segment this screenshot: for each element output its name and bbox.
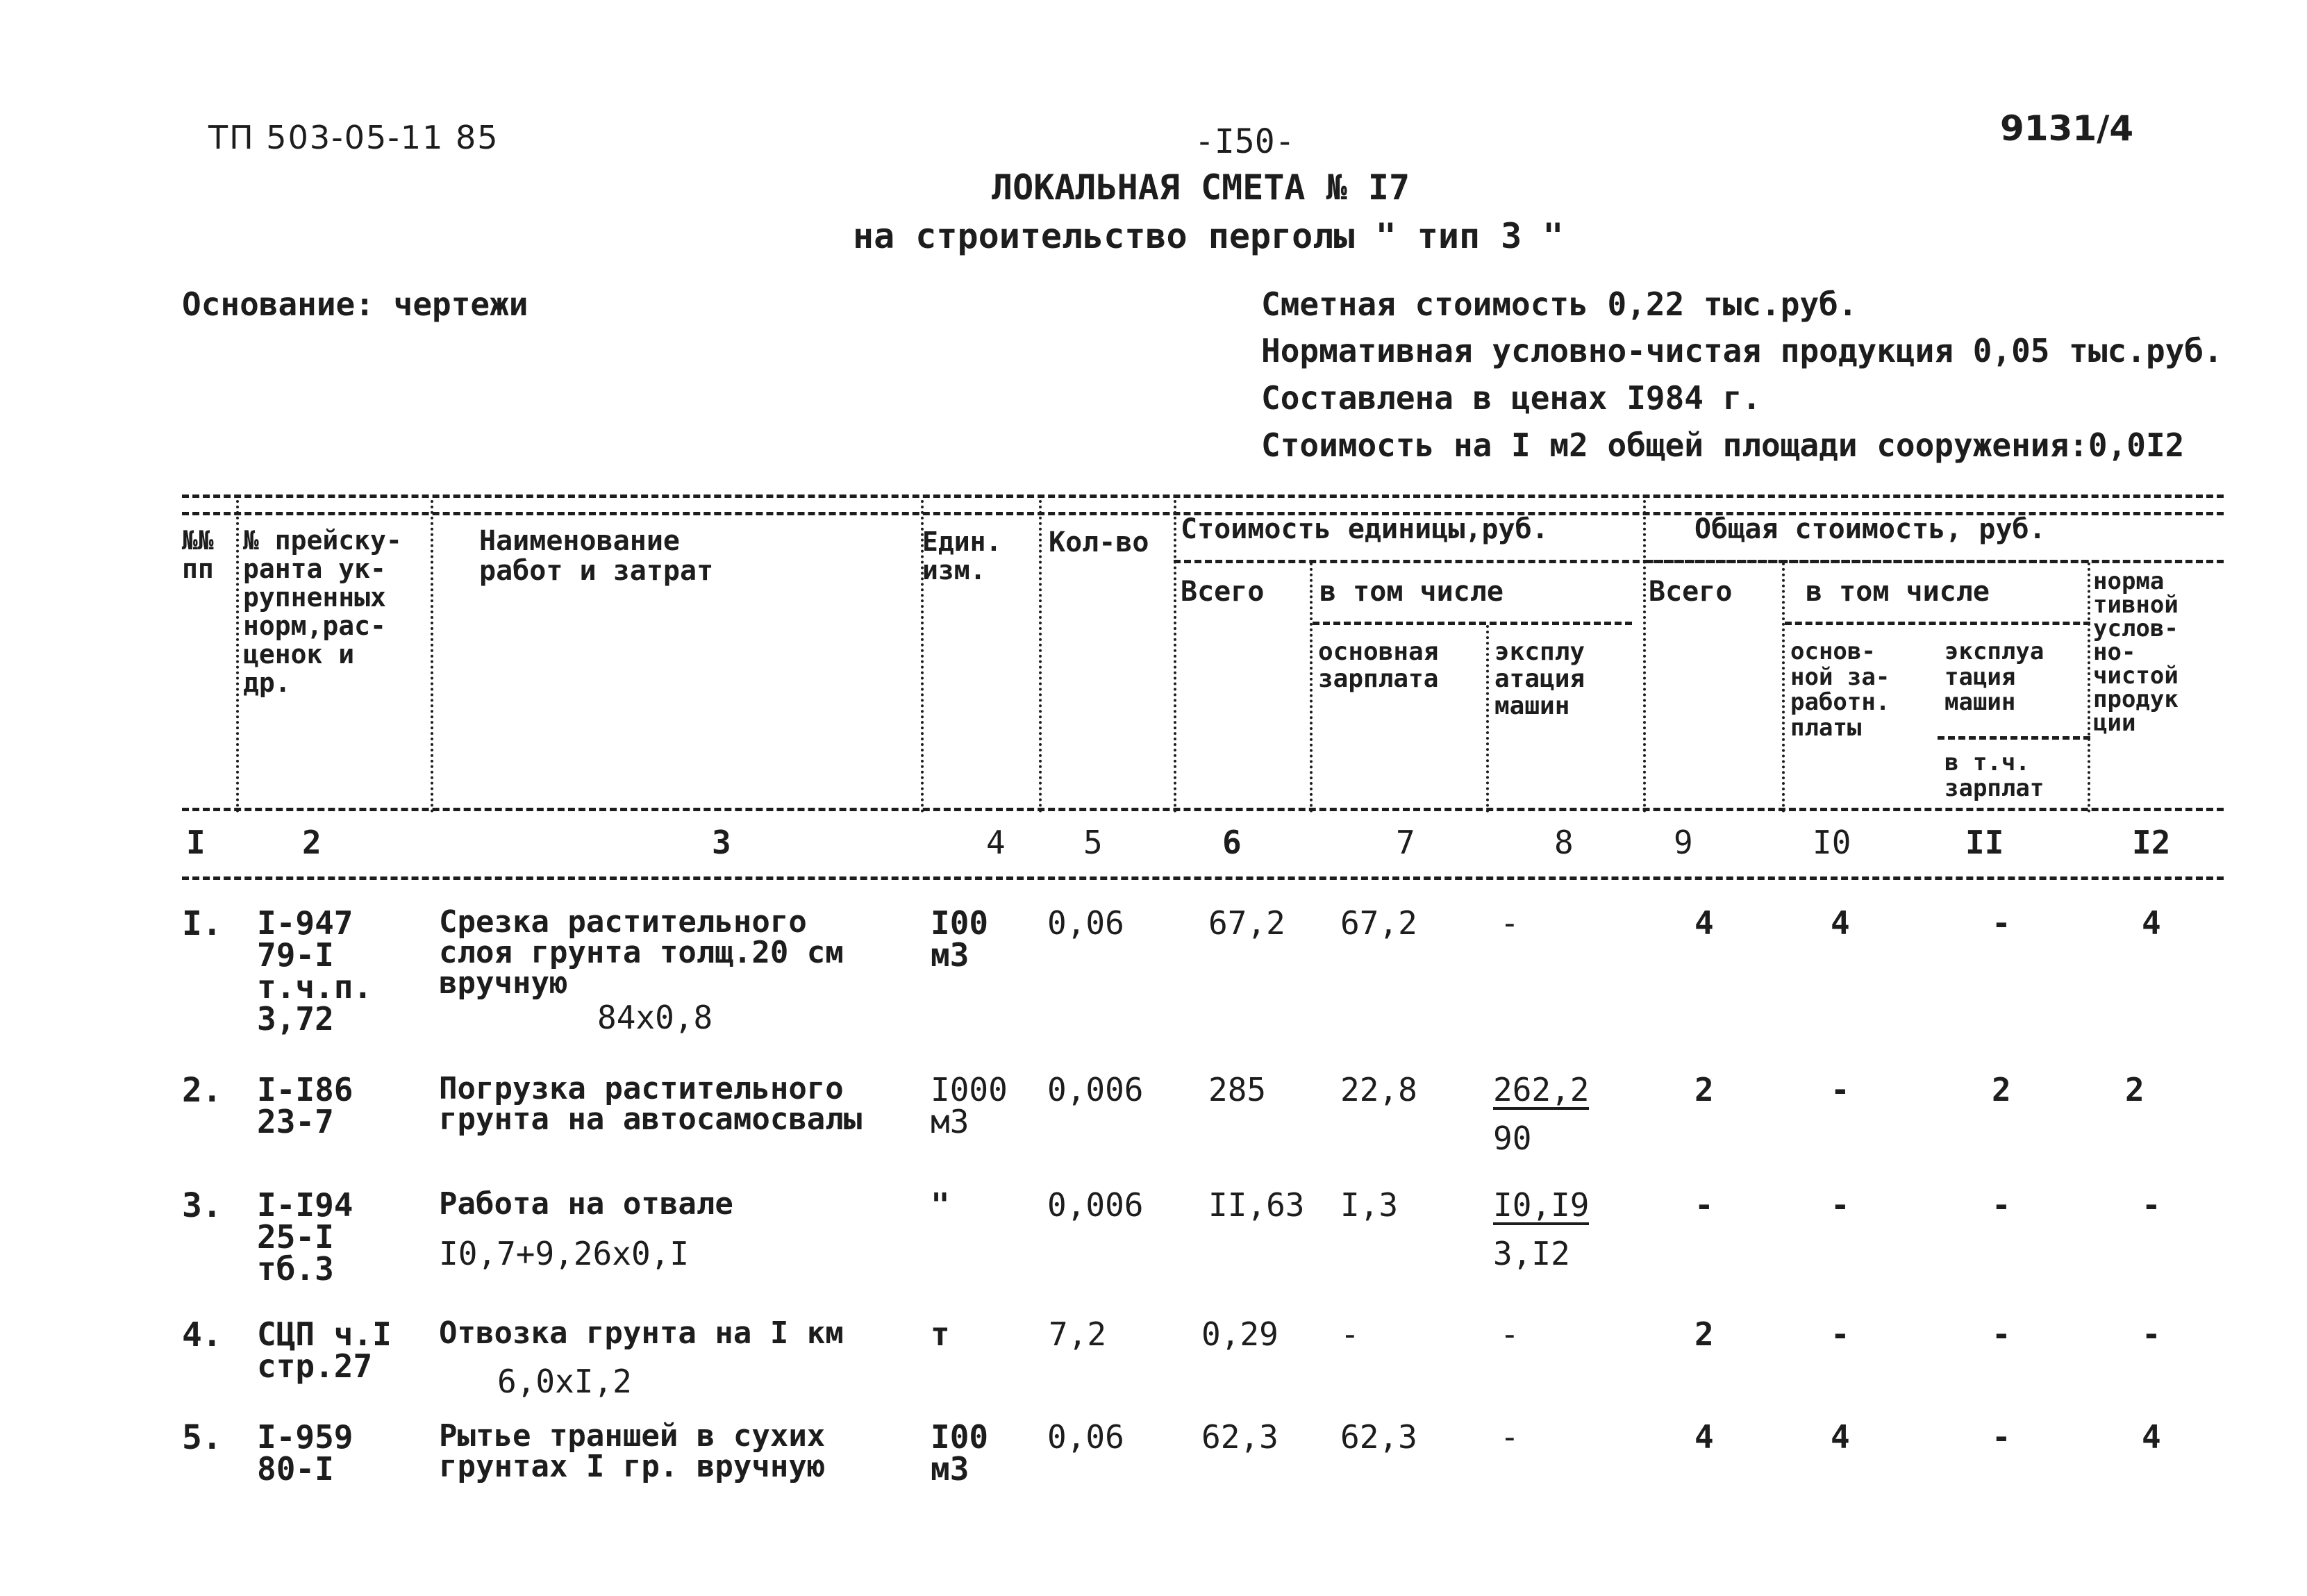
row-price-code: I-959 80-I <box>257 1418 353 1488</box>
estimated-cost: Сметная стоимость 0,22 тыс.руб. <box>1261 285 1858 323</box>
document-code: ТП 503-05-11 85 <box>208 119 499 156</box>
row-unit-total: II,63 <box>1208 1186 1305 1224</box>
row-total-all: 4 <box>1694 904 1714 942</box>
row-normative-product: 4 <box>2142 904 2161 942</box>
row-normative-product: 4 <box>2142 1418 2161 1456</box>
header-unit-machines: эксплу атация машин <box>1494 638 1585 720</box>
row-unit: I00 м3 <box>931 1418 989 1488</box>
row-unit-total: 0,29 <box>1201 1315 1279 1353</box>
row-work-name: Рытье траншей в сухих грунтах I гр. вручную <box>439 1418 826 1484</box>
document-subtitle: на строительство перголы " тип 3 " <box>853 216 1564 256</box>
row-total-all: 2 <box>1694 1071 1714 1108</box>
column-number: 9 <box>1674 824 1693 861</box>
row-total-wages: - <box>1831 1071 1850 1108</box>
row-total-all: 4 <box>1694 1418 1714 1456</box>
row-unit-total: 62,3 <box>1201 1418 1279 1456</box>
column-number: I <box>186 824 206 861</box>
row-total-wages: - <box>1831 1315 1850 1353</box>
row-work-name: Срезка растительного слоя грунта толщ.20 см вручную <box>439 904 844 1001</box>
row-formula: I0,7+9,26х0,I <box>439 1235 690 1272</box>
row-unit-wages: I,3 <box>1340 1186 1399 1224</box>
header-total-cost: Общая стоимость, руб. <box>1694 513 2046 545</box>
row-normative-product: - <box>2142 1315 2161 1353</box>
header-quantity: Кол-во <box>1049 526 1149 558</box>
row-machine-wages: 90 <box>1493 1120 1532 1157</box>
row-total-all: - <box>1694 1186 1714 1224</box>
row-price-code: I-I86 23-7 <box>257 1071 353 1140</box>
row-quantity: 0,06 <box>1047 1418 1124 1456</box>
row-number: 4. <box>182 1315 222 1354</box>
row-unit: I00 м3 <box>931 904 989 974</box>
column-number: II <box>1965 824 2004 861</box>
row-unit: т <box>931 1315 950 1353</box>
row-normative-product: - <box>2142 1186 2161 1224</box>
cost-per-m2: Стоимость на I м2 общей площади сооружения:0,0I2 <box>1261 426 2185 464</box>
row-work-name: Работа на отвале <box>439 1186 733 1222</box>
column-number: I0 <box>1813 824 1851 861</box>
row-price-code: I-I94 25-I тб.3 <box>257 1186 353 1288</box>
price-basis: Составлена в ценах I984 г. <box>1261 379 1762 417</box>
header-unit: Един. изм. <box>922 526 1002 586</box>
normative-product: Нормативная условно-чистая продукция 0,05 тыс.руб. <box>1261 332 2223 369</box>
header-work-name: Наименование работ и затрат <box>479 525 714 588</box>
row-number: 3. <box>182 1186 222 1225</box>
row-unit-wages: 67,2 <box>1340 904 1417 942</box>
row-unit-machines: 262,2 <box>1493 1071 1590 1108</box>
row-unit-machines: I0,I9 <box>1493 1186 1590 1224</box>
row-total-wages: 4 <box>1831 1418 1850 1456</box>
row-number: 5. <box>182 1418 222 1457</box>
column-number: 5 <box>1083 824 1103 861</box>
row-total-machines: - <box>1992 1186 2011 1224</box>
row-total-machines: - <box>1992 1418 2011 1456</box>
row-unit-wages: 22,8 <box>1340 1071 1417 1108</box>
header-normative-product: норма тивной услов- но- чистой продук ции <box>2093 567 2179 737</box>
row-price-code: I-947 79-I т.ч.п. 3,72 <box>257 904 373 1038</box>
row-price-code: СЦП ч.I стр.27 <box>257 1315 392 1385</box>
header-price-code: № прейску- ранта ук- рупненных норм,рас- ценок и др. <box>243 525 402 699</box>
row-unit-machines: - <box>1500 1315 1519 1353</box>
row-formula: 6,0хI,2 <box>497 1363 632 1400</box>
column-number: 7 <box>1396 824 1415 861</box>
header-total-including: в том числе <box>1806 576 1990 608</box>
column-number: I2 <box>2132 824 2171 861</box>
row-total-wages: - <box>1831 1186 1850 1224</box>
row-work-name: Отвозка грунта на I км <box>439 1315 844 1351</box>
row-machine-wages: 3,I2 <box>1493 1235 1570 1272</box>
header-unit-wages: основная зарплата <box>1318 638 1439 693</box>
column-number: 4 <box>986 824 1006 861</box>
column-number: 8 <box>1554 824 1574 861</box>
row-total-all: 2 <box>1694 1315 1714 1353</box>
row-unit-total: 67,2 <box>1208 904 1285 942</box>
basis-line: Основание: чертежи <box>182 285 528 323</box>
header-total-machines: эксплуа тация машин <box>1944 638 2044 717</box>
header-total-all: Всего <box>1649 576 1733 608</box>
row-work-name: Погрузка растительного грунта на автосамосвалы <box>439 1071 863 1137</box>
row-quantity: 0,006 <box>1047 1186 1144 1224</box>
header-unit-total: Всего <box>1181 576 1265 608</box>
row-unit-machines: - <box>1500 904 1519 942</box>
row-unit-total: 285 <box>1208 1071 1267 1108</box>
row-number: I. <box>182 904 222 943</box>
header-unit-including: в том числе <box>1319 576 1504 608</box>
row-total-machines: 2 <box>1992 1071 2011 1108</box>
row-unit-wages: 62,3 <box>1340 1418 1417 1456</box>
row-unit-machines: - <box>1500 1418 1519 1456</box>
header-total-wages: основ- ной за- работн. платы <box>1790 638 1890 742</box>
row-unit: " <box>931 1186 950 1224</box>
column-number: 3 <box>712 824 731 861</box>
row-total-machines: - <box>1992 1315 2011 1353</box>
header-unit-cost: Стоимость единицы,руб. <box>1181 513 1549 545</box>
row-quantity: 0,006 <box>1047 1071 1144 1108</box>
row-normative-product: 2 <box>2125 1071 2144 1108</box>
row-formula: 84х0,8 <box>597 999 713 1036</box>
row-number: 2. <box>182 1071 222 1110</box>
document-title: ЛОКАЛЬНАЯ СМЕТА № I7 <box>992 167 1410 208</box>
column-number: 6 <box>1222 824 1242 861</box>
row-total-wages: 4 <box>1831 904 1850 942</box>
column-number: 2 <box>302 824 322 861</box>
row-unit-wages: - <box>1340 1315 1360 1353</box>
row-quantity: 0,06 <box>1047 904 1124 942</box>
row-total-machines: - <box>1992 904 2011 942</box>
row-quantity: 7,2 <box>1049 1315 1107 1353</box>
header-row-number: №№ пп <box>182 525 214 585</box>
page-number: -I50- <box>1194 122 1295 161</box>
sheet-reference: 9131/4 <box>2000 108 2134 149</box>
row-unit: I000 м3 <box>931 1071 1008 1140</box>
header-machine-wages: в т.ч. зарплат <box>1944 749 2044 802</box>
